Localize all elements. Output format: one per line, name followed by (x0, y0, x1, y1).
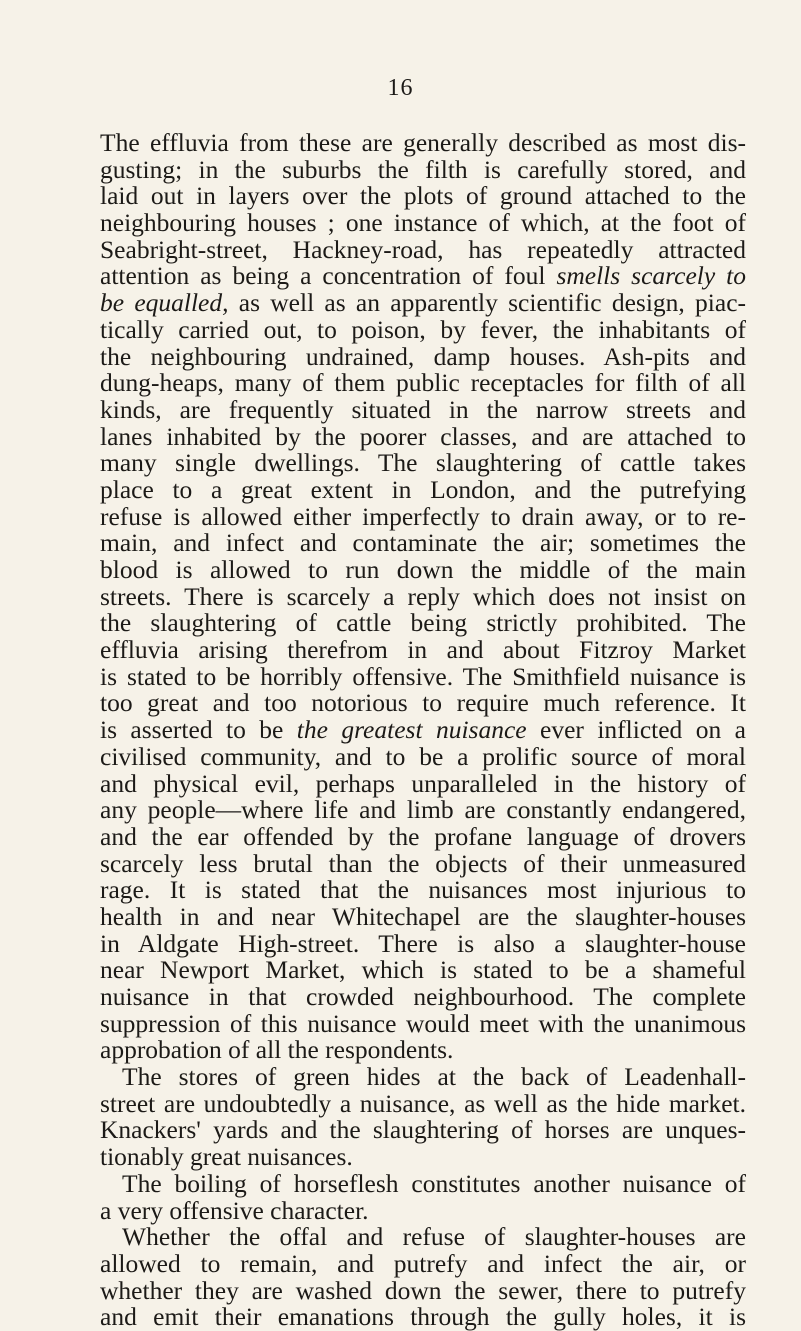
italic-text: smells scarcely to (556, 261, 747, 291)
text-segment: allowed to remain, and putrefy and infect the air, or (100, 1248, 746, 1278)
text-segment: is asserted to be (100, 715, 297, 745)
text-line (100, 1224, 746, 1251)
text-segment: place to a great extent in London, and the putrefying (100, 474, 746, 504)
text-line (100, 848, 746, 878)
text-line (100, 690, 746, 717)
text-line (100, 581, 746, 611)
text-line (100, 1168, 746, 1198)
italic-text: be equalled, (100, 288, 229, 318)
text-line (100, 821, 746, 851)
text-line (100, 394, 746, 424)
text-line (100, 741, 746, 771)
text-segment: kinds, are frequently situated in the narrow streets and (100, 394, 746, 424)
text-segment: blood is allowed to run down the middle of the main (100, 555, 746, 584)
text-segment: a very offensive character. (100, 1195, 369, 1225)
text-segment: Knackers' yards and the slaughtering of horses are unques- (100, 1115, 746, 1145)
text-line (100, 1064, 746, 1091)
text-line (100, 1117, 746, 1144)
text-segment: as well as an apparently scientific design, piac- (228, 288, 746, 318)
text-segment: neighbouring houses ; one instance of which, at the foot of (100, 208, 746, 238)
text-segment: main, and infect and contaminate the air; sometimes the (100, 528, 746, 558)
text-segment: street are undoubtedly a nuisance, as well as the hide market. (100, 1088, 746, 1118)
text-segment: the slaughtering of cattle being strictly prohibited. The (100, 608, 746, 638)
text-segment: near Newport Market, which is stated to be a shameful (100, 955, 746, 985)
body-text (100, 130, 746, 1331)
text-segment: and the ear offended by the profane language of drovers (100, 821, 746, 851)
text-line (100, 450, 746, 477)
text-line (100, 797, 746, 824)
text-line (100, 661, 746, 691)
text-line (100, 637, 746, 664)
text-line (100, 1248, 746, 1278)
text-line (100, 370, 746, 397)
text-segment: dung-heaps, many of them public receptacles for filth of all (100, 368, 746, 398)
text-segment: effluvia arising therefrom in and about Fitzroy Market (100, 635, 746, 665)
text-line (100, 183, 746, 210)
text-line (100, 1195, 746, 1225)
text-line (100, 1304, 746, 1331)
text-segment: any people—where life and limb are constantly endangered, (100, 795, 746, 825)
text-line (100, 501, 746, 531)
text-segment: The boiling of horseflesh constitutes another nuisance of (122, 1168, 746, 1198)
text-segment: refuse is allowed either imperfectly to drain away, or to re- (100, 501, 746, 531)
text-segment: is stated to be horribly offensive. The Smithfield nuisance is (100, 661, 746, 691)
text-line (100, 263, 746, 290)
page-number: 16 (387, 75, 414, 101)
text-line (100, 610, 746, 637)
text-segment: streets. There is scarcely a reply which does not insist on (100, 581, 746, 611)
text-line (100, 341, 746, 371)
text-segment: gusting; in the suburbs the filth is carefully stored, and (100, 154, 746, 184)
text-segment: approbation of all the respondents. (100, 1035, 454, 1065)
text-segment: The stores of green hides at the back of Leadenhall- (122, 1062, 746, 1092)
text-segment: nuisance in that crowded neighbourhood. The complete (100, 982, 746, 1011)
text-segment: Whether the offal and refuse of slaughter-houses are (122, 1222, 746, 1252)
text-line (100, 210, 746, 237)
italic-text: the greatest nuisance (296, 715, 527, 745)
text-segment: whether they are washed down the sewer, there to putrefy (100, 1275, 746, 1305)
text-segment: in Aldgate High-street. There is also a slaughter-house (100, 928, 746, 958)
text-line (100, 421, 746, 451)
text-segment: too great and too notorious to require much reference. It (100, 688, 746, 718)
text-segment: Seabright-street, Hackney-road, has repeatedly attracted (100, 234, 746, 264)
text-line (100, 474, 746, 504)
text-segment: tically carried out, to poison, by fever, the inhabitants of (100, 314, 746, 344)
text-segment: and physical evil, perhaps unparalleled in the history of (100, 768, 746, 798)
text-line (100, 1088, 746, 1118)
text-segment: ever inflicted on a (526, 715, 746, 745)
text-segment: health in and near Whitechapel are the slaughter-houses (100, 901, 746, 931)
text-segment: suppression of this nuisance would meet with the unanimous (100, 1008, 746, 1038)
text-segment: and emit their emanations through the gully holes, it is (100, 1302, 746, 1331)
text-line (100, 717, 746, 744)
text-line (100, 557, 746, 584)
text-line (100, 130, 746, 157)
text-segment: The effluvia from these are generally described as most dis- (100, 128, 746, 157)
text-segment: lanes inhabited by the poorer classes, and are attached to (100, 421, 746, 451)
text-segment: many single dwellings. The slaughtering of cattle takes (100, 448, 746, 478)
text-segment: attention as being a concentration of foul (100, 261, 557, 291)
text-segment: laid out in layers over the plots of ground attached to the (100, 181, 746, 211)
text-segment: tionably great nuisances. (100, 1142, 353, 1172)
text-line (100, 984, 746, 1011)
text-line (100, 1275, 746, 1305)
text-line (100, 1144, 746, 1171)
text-line (100, 901, 746, 931)
text-line (100, 768, 746, 798)
text-segment: rage. It is stated that the nuisances most injurious to (100, 875, 746, 905)
text-line (100, 234, 746, 264)
text-segment: scarcely less brutal than the objects of their unmeasured (100, 848, 746, 878)
text-segment: civilised community, and to be a prolific source of moral (100, 741, 746, 771)
text-line (100, 957, 746, 984)
text-segment: the neighbouring undrained, damp houses. Ash-pits and (100, 341, 746, 371)
text-line (100, 1037, 746, 1064)
text-line (100, 314, 746, 344)
text-line (100, 530, 746, 557)
text-line (100, 154, 746, 184)
text-line (100, 928, 746, 958)
text-line (100, 290, 746, 317)
text-line (100, 1008, 746, 1038)
text-line (100, 877, 746, 904)
